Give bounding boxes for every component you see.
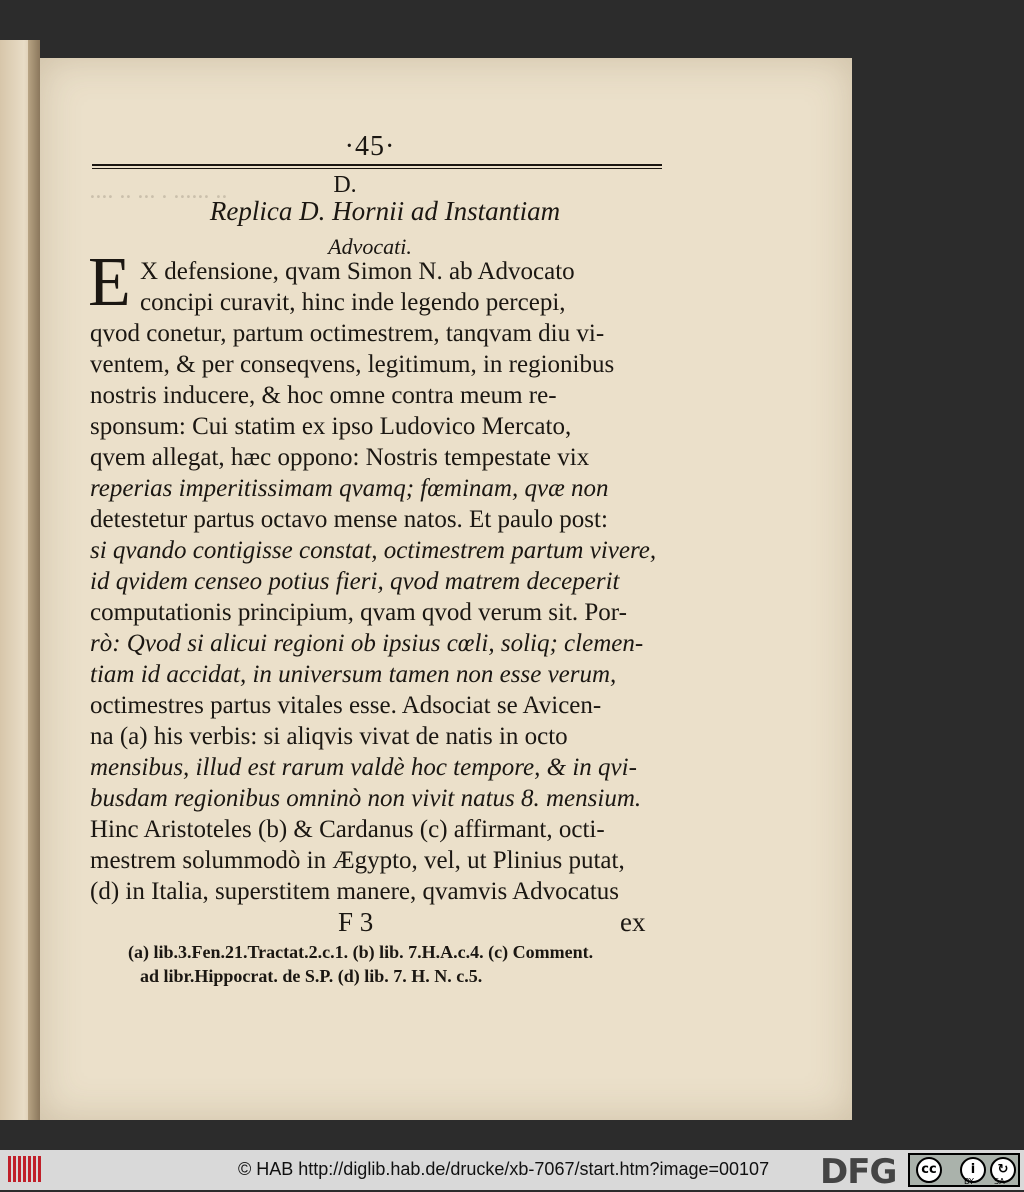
page-heading: Replica D. Hornii ad Instantiam — [209, 196, 561, 226]
text-line: id qvidem censeo potius fieri, qvod matrem deceperit — [90, 568, 620, 595]
cc-by-label: BY — [964, 1177, 974, 1186]
text-line: si qvando contigisse constat, octimestrem partum vivere, — [90, 537, 657, 564]
cc-icon: cc — [916, 1157, 942, 1183]
text-line: X defensione, qvam Simon N. ab Advocato — [140, 258, 575, 285]
text-line: mensibus, illud est rarum valdè hoc tempore, & in qvi- — [90, 754, 637, 781]
text-line: octimestres partus vitales esse. Adsociat se Avicen- — [90, 692, 602, 719]
book-page — [40, 58, 852, 1120]
text-line: tiam id accidat, in universum tamen non esse verum, — [90, 661, 617, 688]
text-line: qvem allegat, hæc oppono: Nostris tempestate vix — [90, 444, 590, 471]
footnote-line: ad libr.Hippocrat. de S.P. (d) lib. 7. H. N. c.5. — [140, 966, 483, 986]
attribution-icon: i — [960, 1157, 986, 1183]
hab-logo — [8, 1156, 48, 1184]
text-line: computationis principium, qvam qvod verum sit. Por- — [90, 599, 627, 626]
text-line: na (a) his verbis: si aliqvis vivat de natis in octo — [90, 723, 568, 750]
text-line: busdam regionibus omninò non vivit natus 8. mensium. — [90, 785, 642, 812]
cc-sa-label: SA — [994, 1177, 1005, 1186]
text-line: Hinc Aristoteles (b) & Cardanus (c) affirmant, octi- — [90, 816, 605, 843]
section-letter: D. — [333, 172, 357, 198]
source-url-link[interactable]: © HAB http://diglib.hab.de/drucke/xb-7067/start.htm?image=00107 — [238, 1159, 770, 1179]
text-line: (d) in Italia, superstitem manere, qvamvis Advocatus — [90, 878, 620, 905]
text-line: mestrem solummodò in Ægypto, vel, ut Plinius putat, — [90, 847, 625, 874]
text-line: nostris inducere, & hoc omne contra meum re- — [90, 382, 557, 409]
signature-mark: F 3 — [338, 907, 374, 937]
text-line: detestetur partus octavo mense natos. Et paulo post: — [90, 506, 608, 533]
text-line: ventem, & per conseqvens, legitimum, in regionibus — [90, 351, 615, 378]
dfg-logo: DFG — [820, 1152, 897, 1192]
cc-license-badge[interactable] — [908, 1153, 1020, 1187]
book-gutter — [28, 40, 40, 1120]
page-number: ·45· — [344, 131, 396, 162]
page-heading-continued: Advocati. — [328, 234, 412, 259]
bleed-through-text: .... .. ... . ...... .. — [90, 178, 228, 204]
drop-capital: E — [88, 244, 131, 321]
catchword: ex — [620, 907, 646, 937]
text-line: reperias imperitissimam qvamq; fœminam, qvæ non — [90, 475, 609, 502]
text-line: rò: Qvod si alicui regioni ob ipsius cœli, soliq; clemen- — [90, 630, 644, 657]
text-line: qvod conetur, partum octimestrem, tanqvam diu vi- — [90, 320, 605, 347]
text-line: sponsum: Cui statim ex ipso Ludovico Mercato, — [90, 413, 572, 440]
header-rule — [92, 164, 662, 169]
text-line: concipi curavit, hinc inde legendo percepi, — [140, 289, 566, 316]
share-alike-icon: ↻ — [990, 1157, 1016, 1183]
footnote-line: (a) lib.3.Fen.21.Tractat.2.c.1. (b) lib. 7.H.A.c.4. (c) Comment. — [128, 942, 594, 962]
